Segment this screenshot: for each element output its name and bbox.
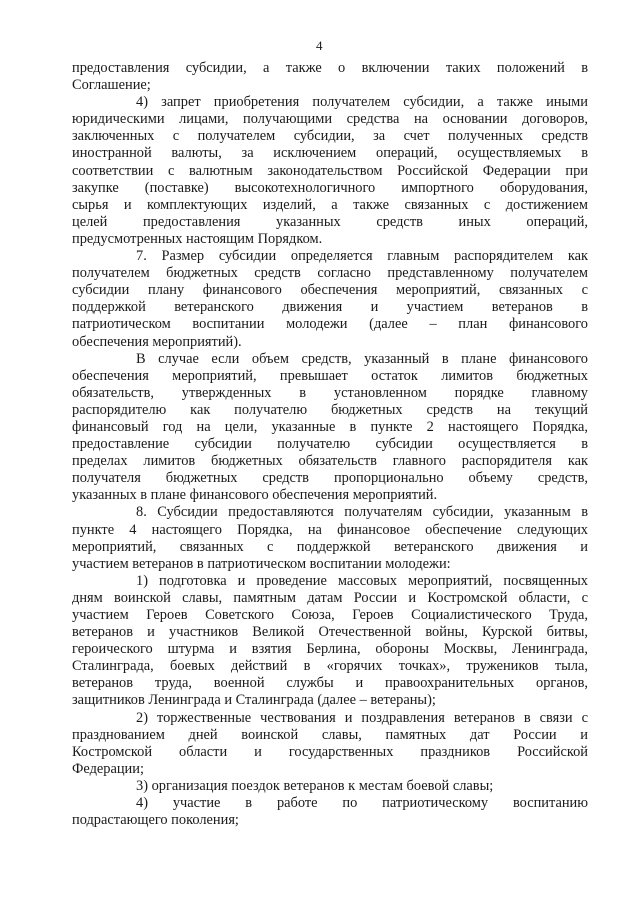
text-line: целей предоставления указанных средств иных операций,	[72, 213, 588, 230]
text-line: обеспечения мероприятий).	[72, 333, 242, 350]
text-line: соответствии с валютным законодательством Российской Федерации при	[72, 162, 588, 179]
text-line: финансовый год на цели, указанные в пункте 2 настоящего Порядка,	[72, 418, 588, 435]
text-line: 1) подготовка и проведение массовых мероприятий, посвященных	[136, 572, 588, 589]
text-line: указанных в плане финансового обеспечения мероприятий.	[72, 487, 438, 504]
text-line: заключенных с получателем субсидии, за счет полученных средств	[72, 128, 588, 145]
text-line: предоставление субсидии получателю субсидии осуществляется в	[72, 436, 588, 453]
text-line: поддержкой ветеранского движения и участием ветеранов в	[72, 299, 588, 316]
text-line: Соглашение;	[72, 77, 151, 94]
page-number: 4	[316, 38, 323, 53]
text-line: обязательств, утвержденных в установленном порядке главному	[72, 384, 588, 401]
text-line: мероприятий, связанных с поддержкой ветеранского движения и	[72, 538, 588, 555]
text-line: подрастающего поколения;	[72, 812, 239, 829]
text-line: участием ветеранов в патриотическом воспитании молодежи:	[72, 555, 451, 572]
text-line: Костромской области и государственных праздников Российской	[72, 743, 588, 760]
text-line: празднованием дней воинской славы, памятных дат России и	[72, 726, 588, 743]
text-line: 2) торжественные чествования и поздравления ветеранов в связи с	[136, 709, 588, 726]
text-line: обеспечения мероприятий, превышает остаток лимитов бюджетных	[72, 367, 588, 384]
text-line: 4) участие в работе по патриотическому воспитанию	[136, 795, 588, 812]
text-line: юридическими лицами, получающими средства на основании договоров,	[72, 111, 588, 128]
text-line: 3) организация поездок ветеранов к местам боевой славы;	[136, 777, 494, 794]
text-line: защитников Ленинграда и Сталинграда (далее – ветераны);	[72, 692, 436, 709]
text-line: пределах лимитов бюджетных обязательств главного распорядителя как	[72, 453, 588, 470]
text-line: 7. Размер субсидии определяется главным распорядителем как	[136, 248, 588, 265]
text-line: В случае если объем средств, указанный в плане финансового	[136, 350, 588, 367]
text-line: получателем бюджетных средств согласно представленному получателем	[72, 265, 588, 282]
text-line: закупке (поставке) высокотехнологичного импортного оборудования,	[72, 179, 588, 196]
text-line: пункте 4 настоящего Порядка, на финансовое обеспечение следующих	[72, 521, 588, 538]
text-line: 8. Субсидии предоставляются получателям субсидии, указанным в	[136, 504, 588, 521]
document-body	[72, 60, 588, 829]
text-line: ветеранов труда, военной службы и правоохранительных органов,	[72, 675, 588, 692]
text-line: дням воинской славы, памятным датам России и Костромской области, с	[72, 589, 588, 606]
text-line: 4) запрет приобретения получателем субсидии, а также иными	[136, 94, 588, 111]
text-line: предусмотренных настоящим Порядком.	[72, 230, 323, 247]
text-line: патриотическом воспитании молодежи (далее – план финансового	[72, 316, 588, 333]
text-line: распорядителю как получателю бюджетных средств на текущий	[72, 401, 588, 418]
text-line: героического штурма и взятия Берлина, обороны Москвы, Ленинграда,	[72, 641, 588, 658]
text-line: сырья и комплектующих изделий, а также связанных с достижением	[72, 196, 588, 213]
text-line: Сталинграда, боевых действий в «горячих точках», тружеников тыла,	[72, 658, 588, 675]
text-line: участием Героев Советского Союза, Героев Социалистического Труда,	[72, 607, 588, 623]
text-line: иностранной валюты, за исключением операций, осуществляемых в	[72, 145, 588, 162]
text-line: предоставления субсидии, а также о включении таких положений в	[72, 60, 588, 76]
text-line: ветеранов и участников Великой Отечественной войны, Курской битвы,	[72, 624, 588, 641]
text-line: Федерации;	[72, 760, 144, 777]
text-line: субсидии плану финансового обеспечения мероприятий, связанных с	[72, 282, 588, 299]
text-line: получателя бюджетных средств пропорционально объему средств,	[72, 470, 588, 487]
